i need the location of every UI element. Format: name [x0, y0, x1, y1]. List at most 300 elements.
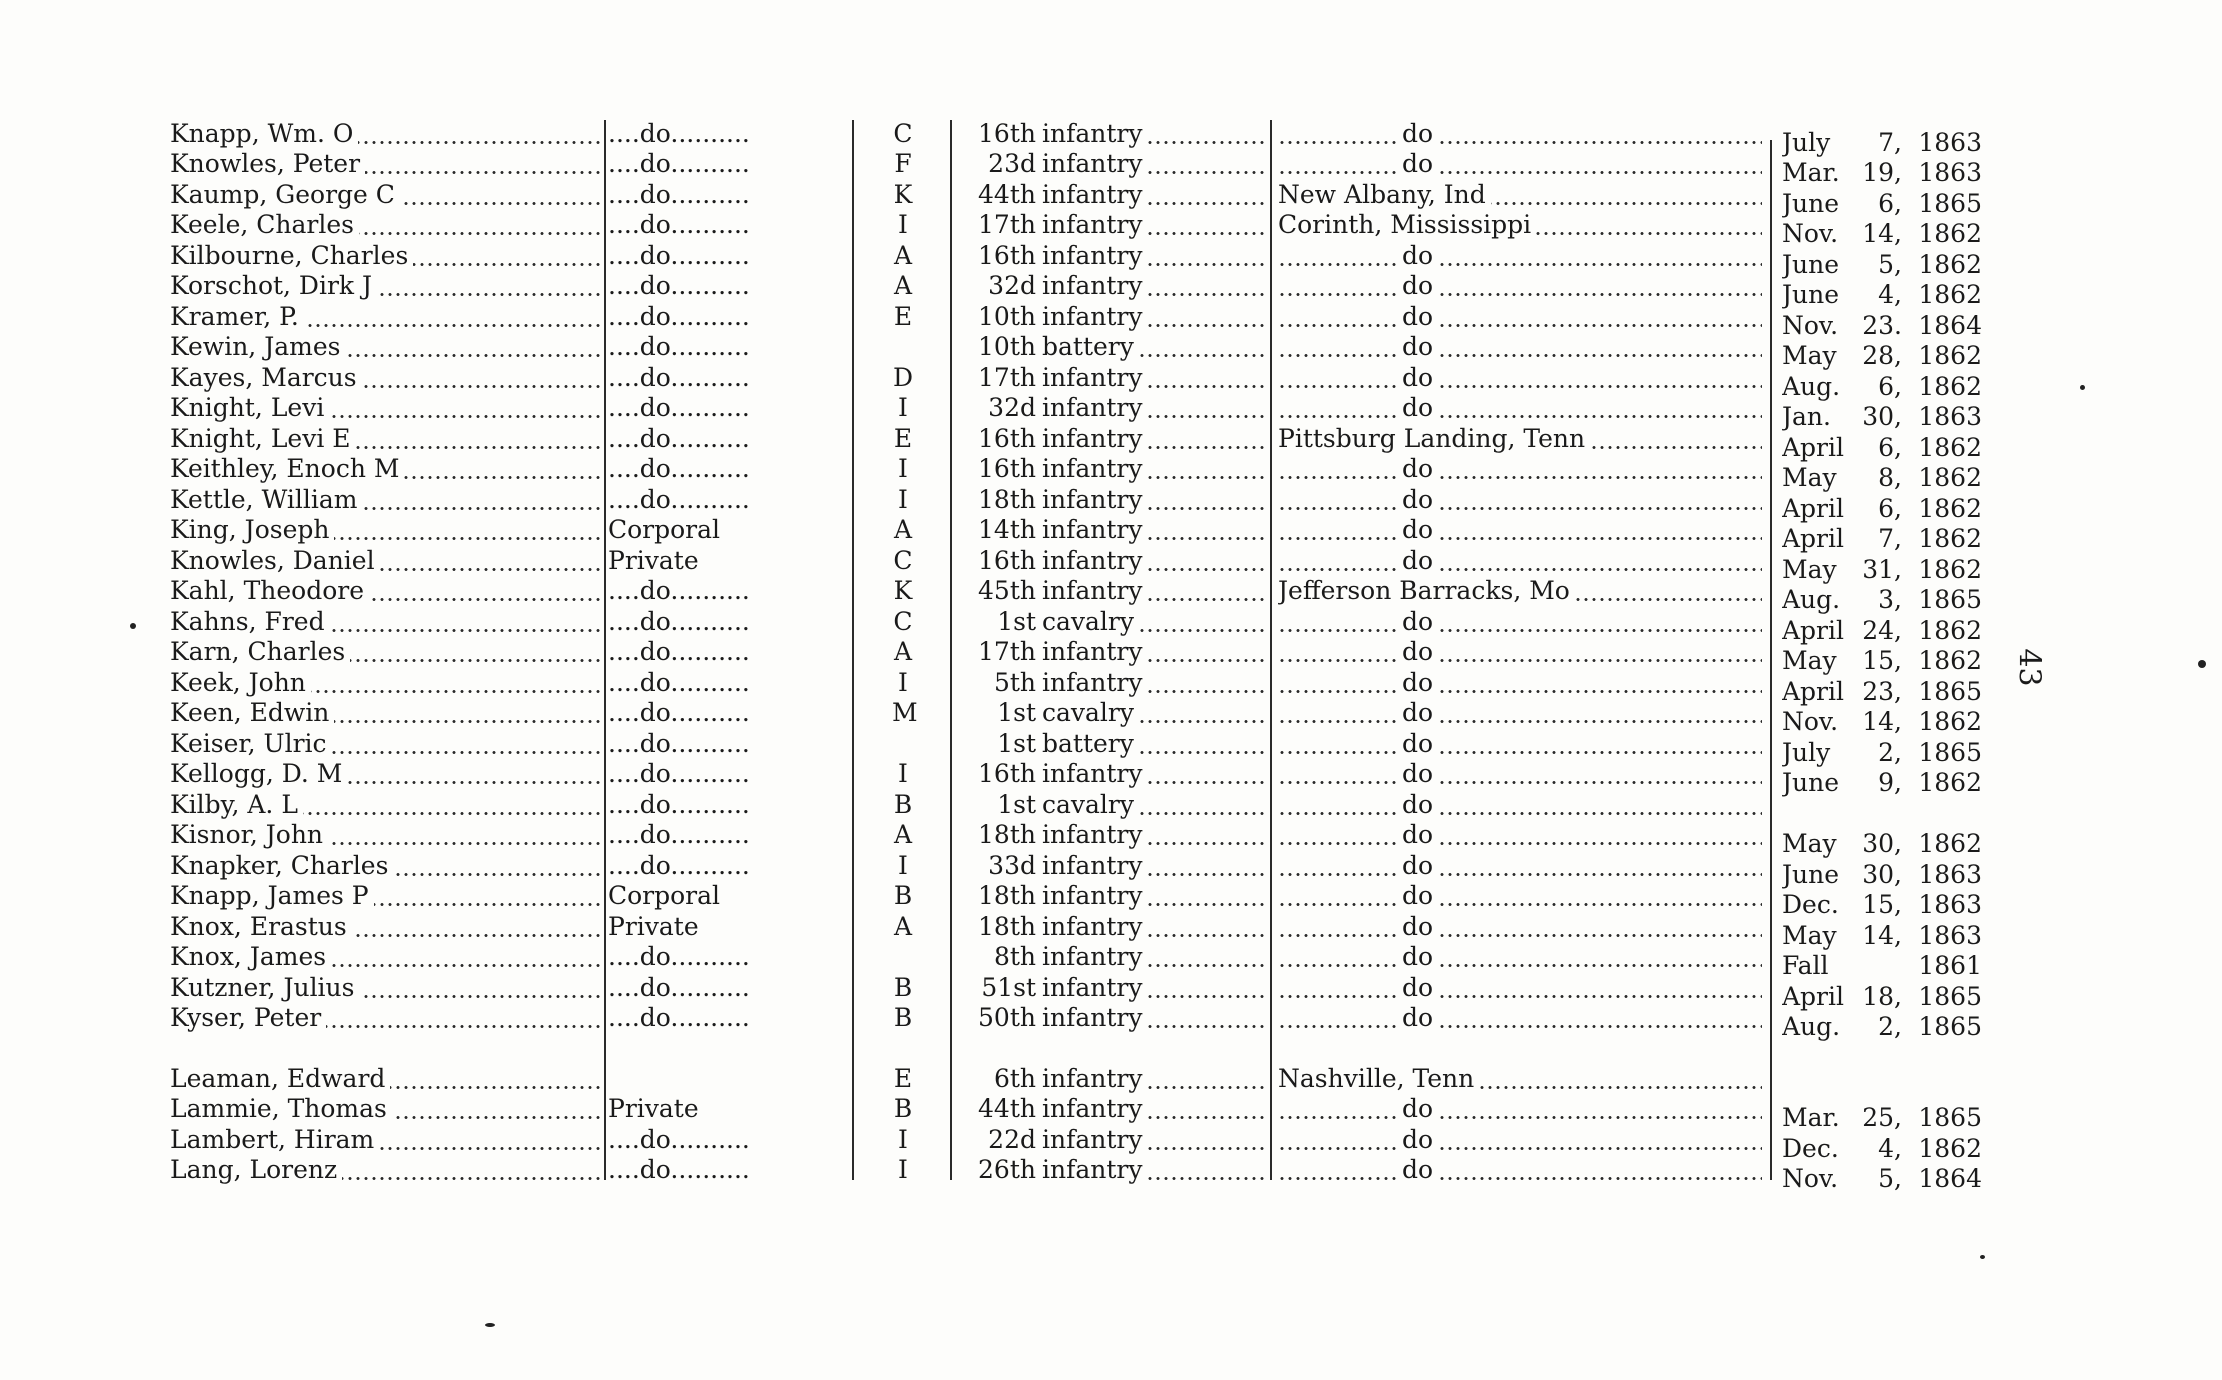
regiment-arm	[1042, 667, 1268, 698]
death-date-month: May	[1782, 341, 1837, 370]
regiment-arm-text: infantry	[1042, 210, 1147, 239]
company-text: I	[892, 850, 914, 881]
table-row	[0, 453, 2222, 492]
death-place	[1278, 331, 1762, 362]
regiment-number-text: 44th	[978, 1094, 1036, 1123]
death-place-text: do	[1398, 728, 1437, 759]
death-place-text: do	[1398, 453, 1437, 484]
regiment-number-text: 32d	[988, 271, 1036, 300]
regiment-arm	[1042, 1093, 1268, 1124]
death-date-month: April	[1782, 677, 1844, 706]
rank	[608, 1002, 852, 1033]
regiment-number	[962, 209, 1036, 240]
death-date-year: 1861	[1918, 951, 1982, 980]
death-place-text: do	[1398, 331, 1437, 362]
death-place-text: do	[1398, 392, 1437, 423]
rank-text: ....do..........	[608, 1125, 750, 1154]
death-date-year: 1862	[1918, 1134, 1982, 1163]
death-date-day: 5,	[1878, 250, 1902, 279]
regiment-number-text: 1st	[997, 729, 1036, 758]
death-date-year: 1863	[1918, 860, 1982, 889]
company-text: M	[892, 698, 918, 727]
rank-text: ....do..........	[608, 454, 750, 483]
table-row	[0, 728, 2222, 767]
regiment-arm	[1042, 179, 1268, 210]
regiment-number	[962, 1124, 1036, 1155]
death-date-day: 18,	[1862, 982, 1902, 1011]
regiment-number	[962, 728, 1036, 759]
regiment-number-text: 16th	[978, 119, 1036, 148]
regiment-number	[962, 667, 1036, 698]
company-text: A	[893, 912, 913, 941]
company-text: B	[893, 881, 913, 910]
regiment-arm	[1042, 819, 1268, 850]
death-date-year: 1863	[1918, 921, 1982, 950]
death-place-text: do	[1398, 911, 1437, 942]
death-date-month: Aug.	[1782, 585, 1841, 614]
death-date-year: 1862	[1918, 433, 1982, 462]
death-date-day: 19,	[1862, 158, 1902, 187]
death-date-year: 1862	[1918, 524, 1982, 553]
death-date-year: 1865	[1918, 1012, 1982, 1041]
table-row	[0, 179, 2222, 218]
death-date-month: Aug.	[1782, 372, 1841, 401]
soldier-name	[170, 301, 600, 332]
rank-text: ....do..........	[608, 363, 750, 392]
rank-text: ....do..........	[608, 729, 750, 758]
regiment-arm	[1042, 636, 1268, 667]
death-date-day: 3,	[1878, 585, 1902, 614]
regiment-number-text: 16th	[978, 759, 1036, 788]
regiment-arm	[1042, 575, 1268, 606]
regiment-arm-text: infantry	[1042, 576, 1147, 605]
regiment-number	[962, 484, 1036, 515]
death-date-day: 8,	[1878, 463, 1902, 492]
death-date-day: 23,	[1862, 677, 1902, 706]
regiment-number	[962, 789, 1036, 820]
death-date-day: 14,	[1862, 921, 1902, 950]
regiment-arm-text: infantry	[1042, 973, 1147, 1002]
death-date-year: 1863	[1918, 890, 1982, 919]
death-place-text: do	[1398, 118, 1437, 149]
rank-text: ....do..........	[608, 393, 750, 422]
rank	[608, 514, 852, 545]
rank	[608, 728, 852, 759]
regiment-number	[962, 240, 1036, 271]
death-place	[1278, 392, 1762, 423]
regiment-arm	[1042, 911, 1268, 942]
death-place-text: New Albany, Ind	[1278, 180, 1491, 209]
company-text: F	[892, 148, 914, 179]
rank	[608, 209, 852, 240]
rank	[608, 545, 852, 576]
regiment-arm	[1042, 301, 1268, 332]
company	[862, 1093, 948, 1124]
rank	[608, 667, 852, 698]
soldier-name-text: Kewin, James	[170, 332, 345, 361]
death-date-day: 2,	[1878, 1012, 1902, 1041]
death-place	[1278, 270, 1762, 301]
regiment-arm	[1042, 118, 1268, 149]
company-text: E	[893, 424, 913, 453]
rank-text: ....do..........	[608, 149, 750, 178]
death-date-day: 14,	[1862, 219, 1902, 248]
table-row	[0, 880, 2222, 919]
death-date-day: 25,	[1862, 1103, 1902, 1132]
regiment-number-text: 1st	[997, 698, 1036, 727]
soldier-name	[170, 331, 600, 362]
soldier-name	[170, 880, 600, 911]
soldier-name-text: Korschot, Dirk J	[170, 271, 377, 300]
death-place-text: do	[1398, 880, 1437, 911]
rank-text: Corporal	[608, 881, 721, 910]
regiment-number	[962, 819, 1036, 850]
rank-text: ....do..........	[608, 607, 750, 636]
company-text: I	[892, 392, 914, 423]
regiment-arm	[1042, 453, 1268, 484]
company	[862, 148, 948, 179]
death-place-text: do	[1398, 1124, 1437, 1155]
regiment-number	[962, 118, 1036, 149]
death-place	[1278, 575, 1762, 606]
company	[862, 850, 948, 881]
company	[862, 453, 948, 484]
table-row	[0, 972, 2222, 1011]
regiment-arm	[1042, 1002, 1268, 1033]
rank	[608, 179, 852, 210]
soldier-name-text: Kisnor, John	[170, 820, 328, 849]
company-text: K	[893, 180, 913, 209]
rank	[608, 1063, 852, 1094]
regiment-number	[962, 514, 1036, 545]
soldier-name-text: Knowles, Peter	[170, 149, 365, 178]
company	[862, 331, 948, 362]
death-date	[1782, 1163, 1982, 1194]
death-date-year: 1862	[1918, 707, 1982, 736]
regiment-number	[962, 179, 1036, 210]
soldier-name	[170, 606, 600, 637]
company	[862, 911, 948, 942]
regiment-arm	[1042, 697, 1268, 728]
regiment-arm	[1042, 240, 1268, 271]
regiment-arm	[1042, 728, 1268, 759]
regiment-arm	[1042, 789, 1268, 820]
regiment-arm-text: cavalry	[1042, 698, 1139, 727]
soldier-name	[170, 148, 600, 179]
regiment-arm-text: infantry	[1042, 942, 1147, 971]
rank	[608, 972, 852, 1003]
regiment-number-text: 8th	[993, 942, 1036, 971]
table-row	[0, 575, 2222, 614]
soldier-name	[170, 850, 600, 881]
table-row	[0, 1063, 2222, 1094]
soldier-name-text: Leaman, Edward	[170, 1064, 390, 1093]
soldier-name	[170, 209, 600, 240]
regiment-arm-text: infantry	[1042, 820, 1147, 849]
death-date-year: 1865	[1918, 982, 1982, 1011]
death-place	[1278, 484, 1762, 515]
regiment-number	[962, 362, 1036, 393]
rank-text: ....do..........	[608, 851, 750, 880]
death-date-year: 1862	[1918, 555, 1982, 584]
death-place	[1278, 179, 1762, 210]
death-place	[1278, 667, 1762, 698]
regiment-number	[962, 850, 1036, 881]
company	[862, 667, 948, 698]
rank	[608, 636, 852, 667]
soldier-name-text: Keek, John	[170, 668, 311, 697]
regiment-number-text: 18th	[978, 912, 1036, 941]
death-date-year: 1865	[1918, 1103, 1982, 1132]
death-place-text: do	[1398, 362, 1437, 393]
regiment-arm-text: infantry	[1042, 1094, 1147, 1123]
table-row	[0, 423, 2222, 462]
death-date-day: 4,	[1878, 1134, 1902, 1163]
company-text: C	[893, 119, 913, 148]
scan-speck	[485, 1323, 495, 1327]
soldier-name	[170, 362, 600, 393]
death-date-month: Mar.	[1782, 1103, 1840, 1132]
table-row	[0, 240, 2222, 279]
death-place-text: do	[1398, 484, 1437, 515]
regiment-number	[962, 636, 1036, 667]
rank-text: ....do..........	[608, 637, 750, 666]
regiment-arm-text: cavalry	[1042, 607, 1139, 636]
regiment-number-text: 51st	[981, 973, 1036, 1002]
regiment-number-text: 18th	[978, 881, 1036, 910]
death-place-text: do	[1398, 758, 1437, 789]
table-row	[0, 331, 2222, 370]
table-row	[0, 362, 2222, 401]
company	[862, 819, 948, 850]
death-place-text: do	[1398, 819, 1437, 850]
soldier-name-text: Knight, Levi	[170, 393, 329, 422]
company-text: I	[892, 667, 914, 698]
regiment-arm-text: battery	[1042, 729, 1139, 758]
table-row	[0, 1154, 2222, 1193]
company	[862, 209, 948, 240]
regiment-number-text: 16th	[978, 546, 1036, 575]
rank	[608, 850, 852, 881]
company-text: I	[892, 1154, 914, 1185]
company	[862, 423, 948, 454]
rank-text: ....do..........	[608, 698, 750, 727]
death-date-month: June	[1782, 250, 1840, 279]
death-date-day: 31,	[1862, 555, 1902, 584]
death-date-year: 1862	[1918, 219, 1982, 248]
regiment-arm-text: infantry	[1042, 1155, 1147, 1184]
death-place-text: do	[1398, 545, 1437, 576]
death-date-day: 28,	[1862, 341, 1902, 370]
soldier-name	[170, 636, 600, 667]
company-text: B	[893, 1003, 913, 1032]
table-row	[0, 606, 2222, 645]
death-date-month: May	[1782, 646, 1837, 675]
rank-text: Private	[608, 1094, 699, 1123]
soldier-name-text: Kutzner, Julius	[170, 973, 360, 1002]
soldier-name-text: Kellogg, D. M	[170, 759, 347, 788]
company-text: A	[893, 241, 913, 270]
regiment-arm-text: infantry	[1042, 1064, 1147, 1093]
regiment-number	[962, 880, 1036, 911]
rank-text: ....do..........	[608, 820, 750, 849]
rank	[608, 758, 852, 789]
company	[862, 392, 948, 423]
regiment-number	[962, 758, 1036, 789]
company	[862, 240, 948, 271]
soldier-name	[170, 1093, 600, 1124]
regiment-arm-text: infantry	[1042, 393, 1147, 422]
death-date-month: April	[1782, 524, 1844, 553]
table-row	[0, 941, 2222, 980]
company	[862, 545, 948, 576]
soldier-name	[170, 270, 600, 301]
death-place-text: Nashville, Tenn	[1278, 1064, 1479, 1093]
company-text: E	[893, 302, 913, 331]
death-date-day: 15,	[1862, 890, 1902, 919]
death-date-month: Nov.	[1782, 219, 1839, 248]
regiment-arm-text: infantry	[1042, 1125, 1147, 1154]
soldier-name	[170, 972, 600, 1003]
regiment-arm-text: infantry	[1042, 912, 1147, 941]
company-text: C	[893, 607, 913, 636]
regiment-arm-text: infantry	[1042, 271, 1147, 300]
rank-text: ....do..........	[608, 210, 750, 239]
soldier-name-text: Kramer, P.	[170, 302, 304, 331]
regiment-number-text: 26th	[978, 1155, 1036, 1184]
regiment-number	[962, 1154, 1036, 1185]
death-place	[1278, 697, 1762, 728]
rank	[608, 362, 852, 393]
regiment-number-text: 45th	[978, 576, 1036, 605]
death-date-month: May	[1782, 463, 1837, 492]
rank	[608, 148, 852, 179]
soldier-name-text: Kettle, William	[170, 485, 362, 514]
death-date-day: 5,	[1878, 1164, 1902, 1193]
regiment-arm	[1042, 484, 1268, 515]
death-date-month: July	[1782, 128, 1831, 157]
company	[862, 728, 948, 759]
regiment-arm	[1042, 148, 1268, 179]
death-place	[1278, 941, 1762, 972]
death-place-text: do	[1398, 301, 1437, 332]
rank	[608, 1154, 852, 1185]
death-date-day: 24,	[1862, 616, 1902, 645]
rank-text: ....do..........	[608, 302, 750, 331]
regiment-arm-text: infantry	[1042, 363, 1147, 392]
death-date-day: 6,	[1878, 494, 1902, 523]
regiment-arm	[1042, 514, 1268, 545]
death-date-year: 1862	[1918, 372, 1982, 401]
death-date-day: 14,	[1862, 707, 1902, 736]
company	[862, 880, 948, 911]
death-date-month: Dec.	[1782, 1134, 1839, 1163]
regiment-number	[962, 270, 1036, 301]
soldier-name-text: Kyser, Peter	[170, 1003, 326, 1032]
company	[862, 758, 948, 789]
table-row	[0, 819, 2222, 858]
regiment-number-text: 6th	[993, 1064, 1036, 1093]
soldier-name	[170, 911, 600, 942]
table-row	[0, 545, 2222, 584]
death-date-year: 1862	[1918, 646, 1982, 675]
soldier-name	[170, 697, 600, 728]
table-row	[0, 850, 2222, 889]
regiment-arm	[1042, 1154, 1268, 1185]
death-place-text: Corinth, Mississippi	[1278, 210, 1536, 239]
death-place	[1278, 453, 1762, 484]
regiment-number-text: 16th	[978, 424, 1036, 453]
death-place-text: do	[1398, 667, 1437, 698]
table-row	[0, 758, 2222, 797]
regiment-number-text: 14th	[978, 515, 1036, 544]
death-place	[1278, 1093, 1762, 1124]
death-date-month: April	[1782, 616, 1844, 645]
company	[862, 697, 948, 728]
table-row	[0, 1124, 2222, 1163]
soldier-name-text: Knight, Levi E	[170, 424, 356, 453]
regiment-number-text: 1st	[997, 607, 1036, 636]
death-place-text: do	[1398, 972, 1437, 1003]
death-place	[1278, 1154, 1762, 1185]
table-row	[0, 1002, 2222, 1041]
regiment-arm	[1042, 850, 1268, 881]
regiment-number	[962, 697, 1036, 728]
company	[862, 118, 948, 149]
regiment-arm-text: cavalry	[1042, 790, 1139, 819]
company-text: B	[893, 790, 913, 819]
death-date-day: 4,	[1878, 280, 1902, 309]
rank	[608, 118, 852, 149]
death-place	[1278, 850, 1762, 881]
company-text: I	[892, 1124, 914, 1155]
regiment-number-text: 1st	[997, 790, 1036, 819]
death-date-day: 7,	[1878, 524, 1902, 553]
scan-speck	[2198, 660, 2206, 668]
regiment-number-text: 22d	[988, 1125, 1036, 1154]
regiment-arm-text: infantry	[1042, 637, 1147, 666]
death-place-text: do	[1398, 148, 1437, 179]
company	[862, 270, 948, 301]
rank	[608, 331, 852, 362]
table-row	[0, 911, 2222, 950]
rank	[608, 606, 852, 637]
table-row	[0, 301, 2222, 340]
regiment-number	[962, 941, 1036, 972]
company	[862, 1002, 948, 1033]
death-date-year: 1862	[1918, 768, 1982, 797]
soldier-name-text: Knowles, Daniel	[170, 546, 380, 575]
regiment-arm	[1042, 331, 1268, 362]
death-place-text: do	[1398, 514, 1437, 545]
death-place	[1278, 789, 1762, 820]
death-date-day: 6,	[1878, 189, 1902, 218]
rank	[608, 697, 852, 728]
regiment-number-text: 17th	[978, 210, 1036, 239]
regiment-arm-text: infantry	[1042, 302, 1147, 331]
regiment-number-text: 50th	[978, 1003, 1036, 1032]
soldier-name	[170, 484, 600, 515]
rank-text: ....do..........	[608, 576, 750, 605]
soldier-name-text: Lang, Lorenz	[170, 1155, 342, 1184]
rank	[608, 819, 852, 850]
death-date-month: May	[1782, 921, 1837, 950]
death-date-month: June	[1782, 768, 1840, 797]
death-place-text: do	[1398, 941, 1437, 972]
death-place-text: do	[1398, 1154, 1437, 1185]
death-date-month: Nov.	[1782, 311, 1839, 340]
death-date-day: 23.	[1862, 311, 1902, 340]
